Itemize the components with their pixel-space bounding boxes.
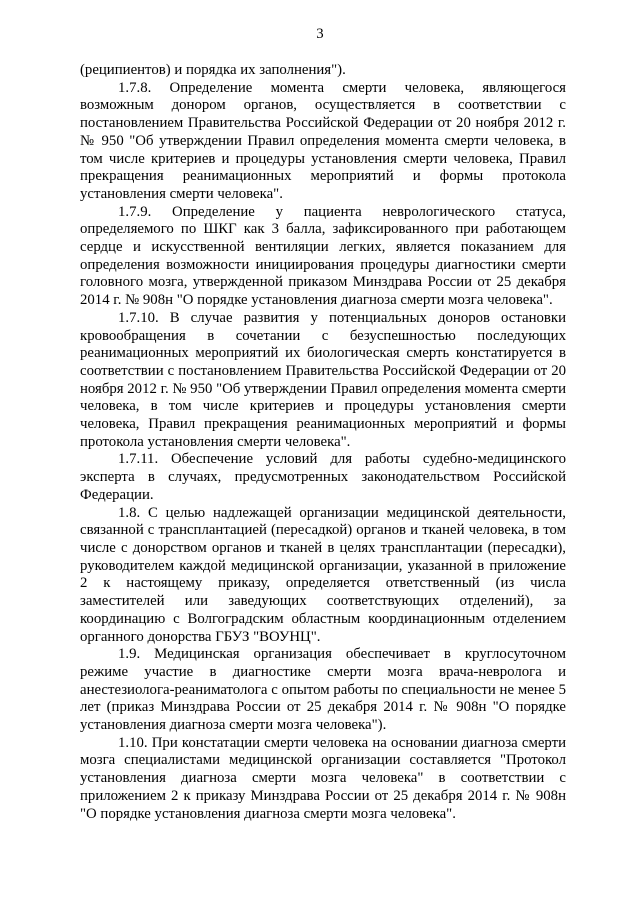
paragraph-continuation: (реципиентов) и порядка их заполнения"). bbox=[80, 62, 346, 78]
paragraph-1-9: 1.9. Медицинская организация обеспечивает в круглосуточном режиме участие в диагностике смерти мозга врача-невролога и анестезиолога-реаниматолога с опытом работы по специальности не менее 5 лет (приказ Минздрава России от 25 декабря 2014 г. № 908н "О порядке установления диагноза смерти мозга человека"). bbox=[80, 646, 566, 734]
paragraph-1-7-9: 1.7.9. Определение у пациента неврологического статуса, определяемого по ШКГ как 3 балла, зафиксированного при работающем сердце и искусственной вентиляции легких, является показанием для определения возможности инициирования процедуры диагностики смерти головного мозга, утвержденной приказом Минздрава России от 25 декабря 2014 г. № 908н "О порядке установления диагноза смерти мозга человека". bbox=[80, 203, 566, 309]
page-number: 3 bbox=[316, 26, 324, 42]
paragraph-1-8: 1.8. С целью надлежащей организации медицинской деятельности, связанной с трансплантацией (пересадкой) органов и тканей человека, в том числе с донорством органов и тканей в целях трансплантации (пересадки), руководителем каждой медицинской организации, указанной в приложение 2 к настоящему приказу, определяется ответственный (из числа заместителей или заведующих соответствующих отделений), за координацию с Волгоградским областным координационным отделением органного донорства ГБУЗ "ВОУНЦ". bbox=[80, 504, 566, 645]
paragraph-1-7-11: 1.7.11. Обеспечение условий для работы судебно-медицинского эксперта в случаях, предусмотренных законодательством Российской Федерации. bbox=[80, 451, 566, 503]
paragraph-1-7-8: 1.7.8. Определение момента смерти человека, являющегося возможным донором органов, осуществляется в соответствии с постановлением Правительства Российской Федерации от 20 ноября 2012 г. № 950 "Об утверждении Правил определения момента смерти человека, в том числе критериев и процедуры установления смерти человека, Правил прекращения реанимационных мероприятий и формы протокола установления смерти человека". bbox=[80, 79, 566, 202]
paragraph-1-10: 1.10. При констатации смерти человека на основании диагноза смерти мозга специалистами медицинской организации составляется "Протокол установления диагноза смерти мозга человека" в соответствии с приложением 2 к приказу Минздрава России от 25 декабря 2014 г. № 908н "О порядке установления диагноза смерти мозга человека". bbox=[80, 734, 566, 822]
document-body bbox=[80, 62, 566, 823]
paragraph-1-7-10: 1.7.10. В случае развития у потенциальных доноров остановки кровообращения в сочетании с безуспешностью последующих реанимационных мероприятий их биологическая смерть констатируется в соответствии с постановлением Правительства Российской Федерации от 20 ноября 2012 г. № 950 "Об утверждении Правил определения момента смерти человека, в том числе критериев и процедуры установления смерти человека, Правил прекращения реанимационных мероприятий и формы протокола установления смерти человека". bbox=[80, 309, 566, 450]
